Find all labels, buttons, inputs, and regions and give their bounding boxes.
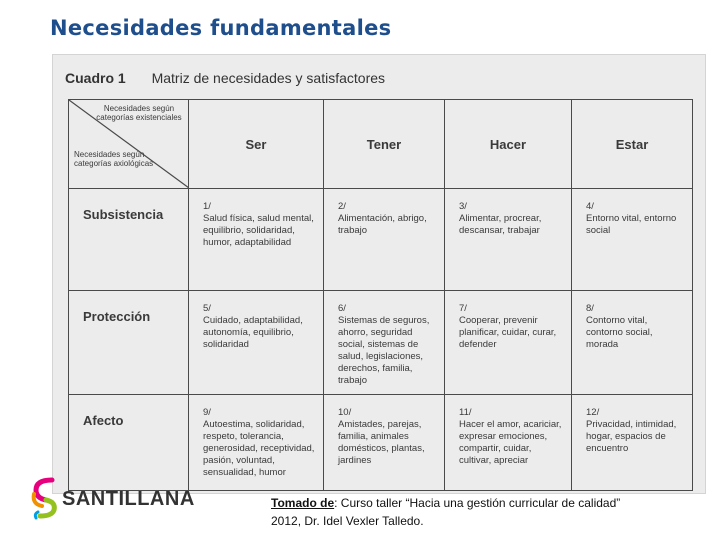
matrix-cell bbox=[324, 395, 445, 491]
santillana-logo-icon bbox=[30, 474, 60, 520]
source-line-2: 2012, Dr. Idel Vexler Talledo. bbox=[271, 514, 424, 528]
column-header: Estar bbox=[572, 100, 693, 189]
cell-text: Hacer el amor, acariciar, expresar emociones, compartir, cuidar, cultivar, apreciar bbox=[459, 419, 562, 466]
cell-number: 1/ bbox=[203, 201, 211, 212]
row-header: Subsistencia bbox=[69, 189, 189, 291]
row-header: Protección bbox=[69, 291, 189, 395]
cell-text: Entorno vital, entorno social bbox=[586, 213, 677, 236]
cell-text: Alimentar, procrear, descansar, trabajar bbox=[459, 213, 542, 236]
slide-title: Necesidades fundamentales bbox=[50, 16, 392, 40]
santillana-logo bbox=[30, 474, 195, 524]
needs-matrix bbox=[68, 99, 693, 491]
matrix-cell bbox=[572, 189, 693, 291]
cell-text: Alimentación, abrigo, trabajo bbox=[338, 213, 427, 236]
source-citation bbox=[271, 494, 620, 530]
cell-text: Privacidad, intimidad, hogar, espacios de encuentro bbox=[586, 419, 677, 454]
column-header: Tener bbox=[324, 100, 445, 189]
matrix-cell bbox=[324, 291, 445, 395]
header-row bbox=[69, 100, 693, 189]
cell-text: Cuidado, adaptabilidad, autonomía, equilibrio, solidaridad bbox=[203, 315, 303, 350]
cell-number: 3/ bbox=[459, 201, 467, 212]
cell-text: Sistemas de seguros, ahorro, seguridad social, sistemas de salud, legislaciones, derechos, familia, trabajo bbox=[338, 315, 430, 386]
cell-number: 2/ bbox=[338, 201, 346, 212]
cell-text: Autoestima, solidaridad, respeto, tolerancia, generosidad, receptividad, pasión, voluntad, sensualidad, humor bbox=[203, 419, 315, 478]
cell-text: Contorno vital, contorno social, morada bbox=[586, 315, 653, 350]
cell-number: 7/ bbox=[459, 303, 467, 314]
figure-caption-text: Matriz de necesidades y satisfactores bbox=[151, 70, 386, 86]
matrix-cell bbox=[324, 189, 445, 291]
cell-number: 5/ bbox=[203, 303, 211, 314]
cell-number: 10/ bbox=[338, 407, 352, 418]
column-header: Hacer bbox=[445, 100, 572, 189]
figure-caption bbox=[65, 70, 385, 86]
row-header: Afecto bbox=[69, 395, 189, 491]
cell-number: 4/ bbox=[586, 201, 594, 212]
cell-text: Cooperar, prevenir planificar, cuidar, curar, defender bbox=[459, 315, 557, 350]
matrix-cell bbox=[445, 189, 572, 291]
matrix-cell bbox=[445, 291, 572, 395]
column-header: Ser bbox=[189, 100, 324, 189]
cell-number: 9/ bbox=[203, 407, 211, 418]
cell-text: Amistades, parejas, familia, animales domésticos, plantas, jardines bbox=[338, 419, 425, 466]
source-label: Tomado de bbox=[271, 496, 335, 510]
cell-number: 11/ bbox=[459, 407, 472, 418]
source-line-1: : Curso taller “Hacia una gestión curricular de calidad” bbox=[334, 496, 621, 510]
matrix-cell bbox=[189, 395, 324, 491]
table-row bbox=[69, 291, 693, 395]
cell-number: 6/ bbox=[338, 303, 346, 314]
matrix-cell bbox=[189, 291, 324, 395]
cell-text: Salud física, salud mental, equilibrio, solidaridad, humor, adaptabilidad bbox=[203, 213, 314, 248]
santillana-logo-text: SANTILLANA bbox=[62, 488, 195, 510]
corner-cell bbox=[69, 100, 189, 189]
table-row bbox=[69, 189, 693, 291]
matrix-cell bbox=[572, 291, 693, 395]
matrix-cell bbox=[572, 395, 693, 491]
cell-number: 8/ bbox=[586, 303, 594, 314]
matrix-cell bbox=[189, 189, 324, 291]
corner-axiological-label: Necesidades según categorías axiológicas bbox=[74, 150, 154, 168]
figure-number: Cuadro 1 bbox=[65, 70, 126, 86]
cell-number: 12/ bbox=[586, 407, 600, 418]
matrix-cell bbox=[445, 395, 572, 491]
corner-existential-label: Necesidades según categorías existenciales bbox=[96, 104, 182, 122]
